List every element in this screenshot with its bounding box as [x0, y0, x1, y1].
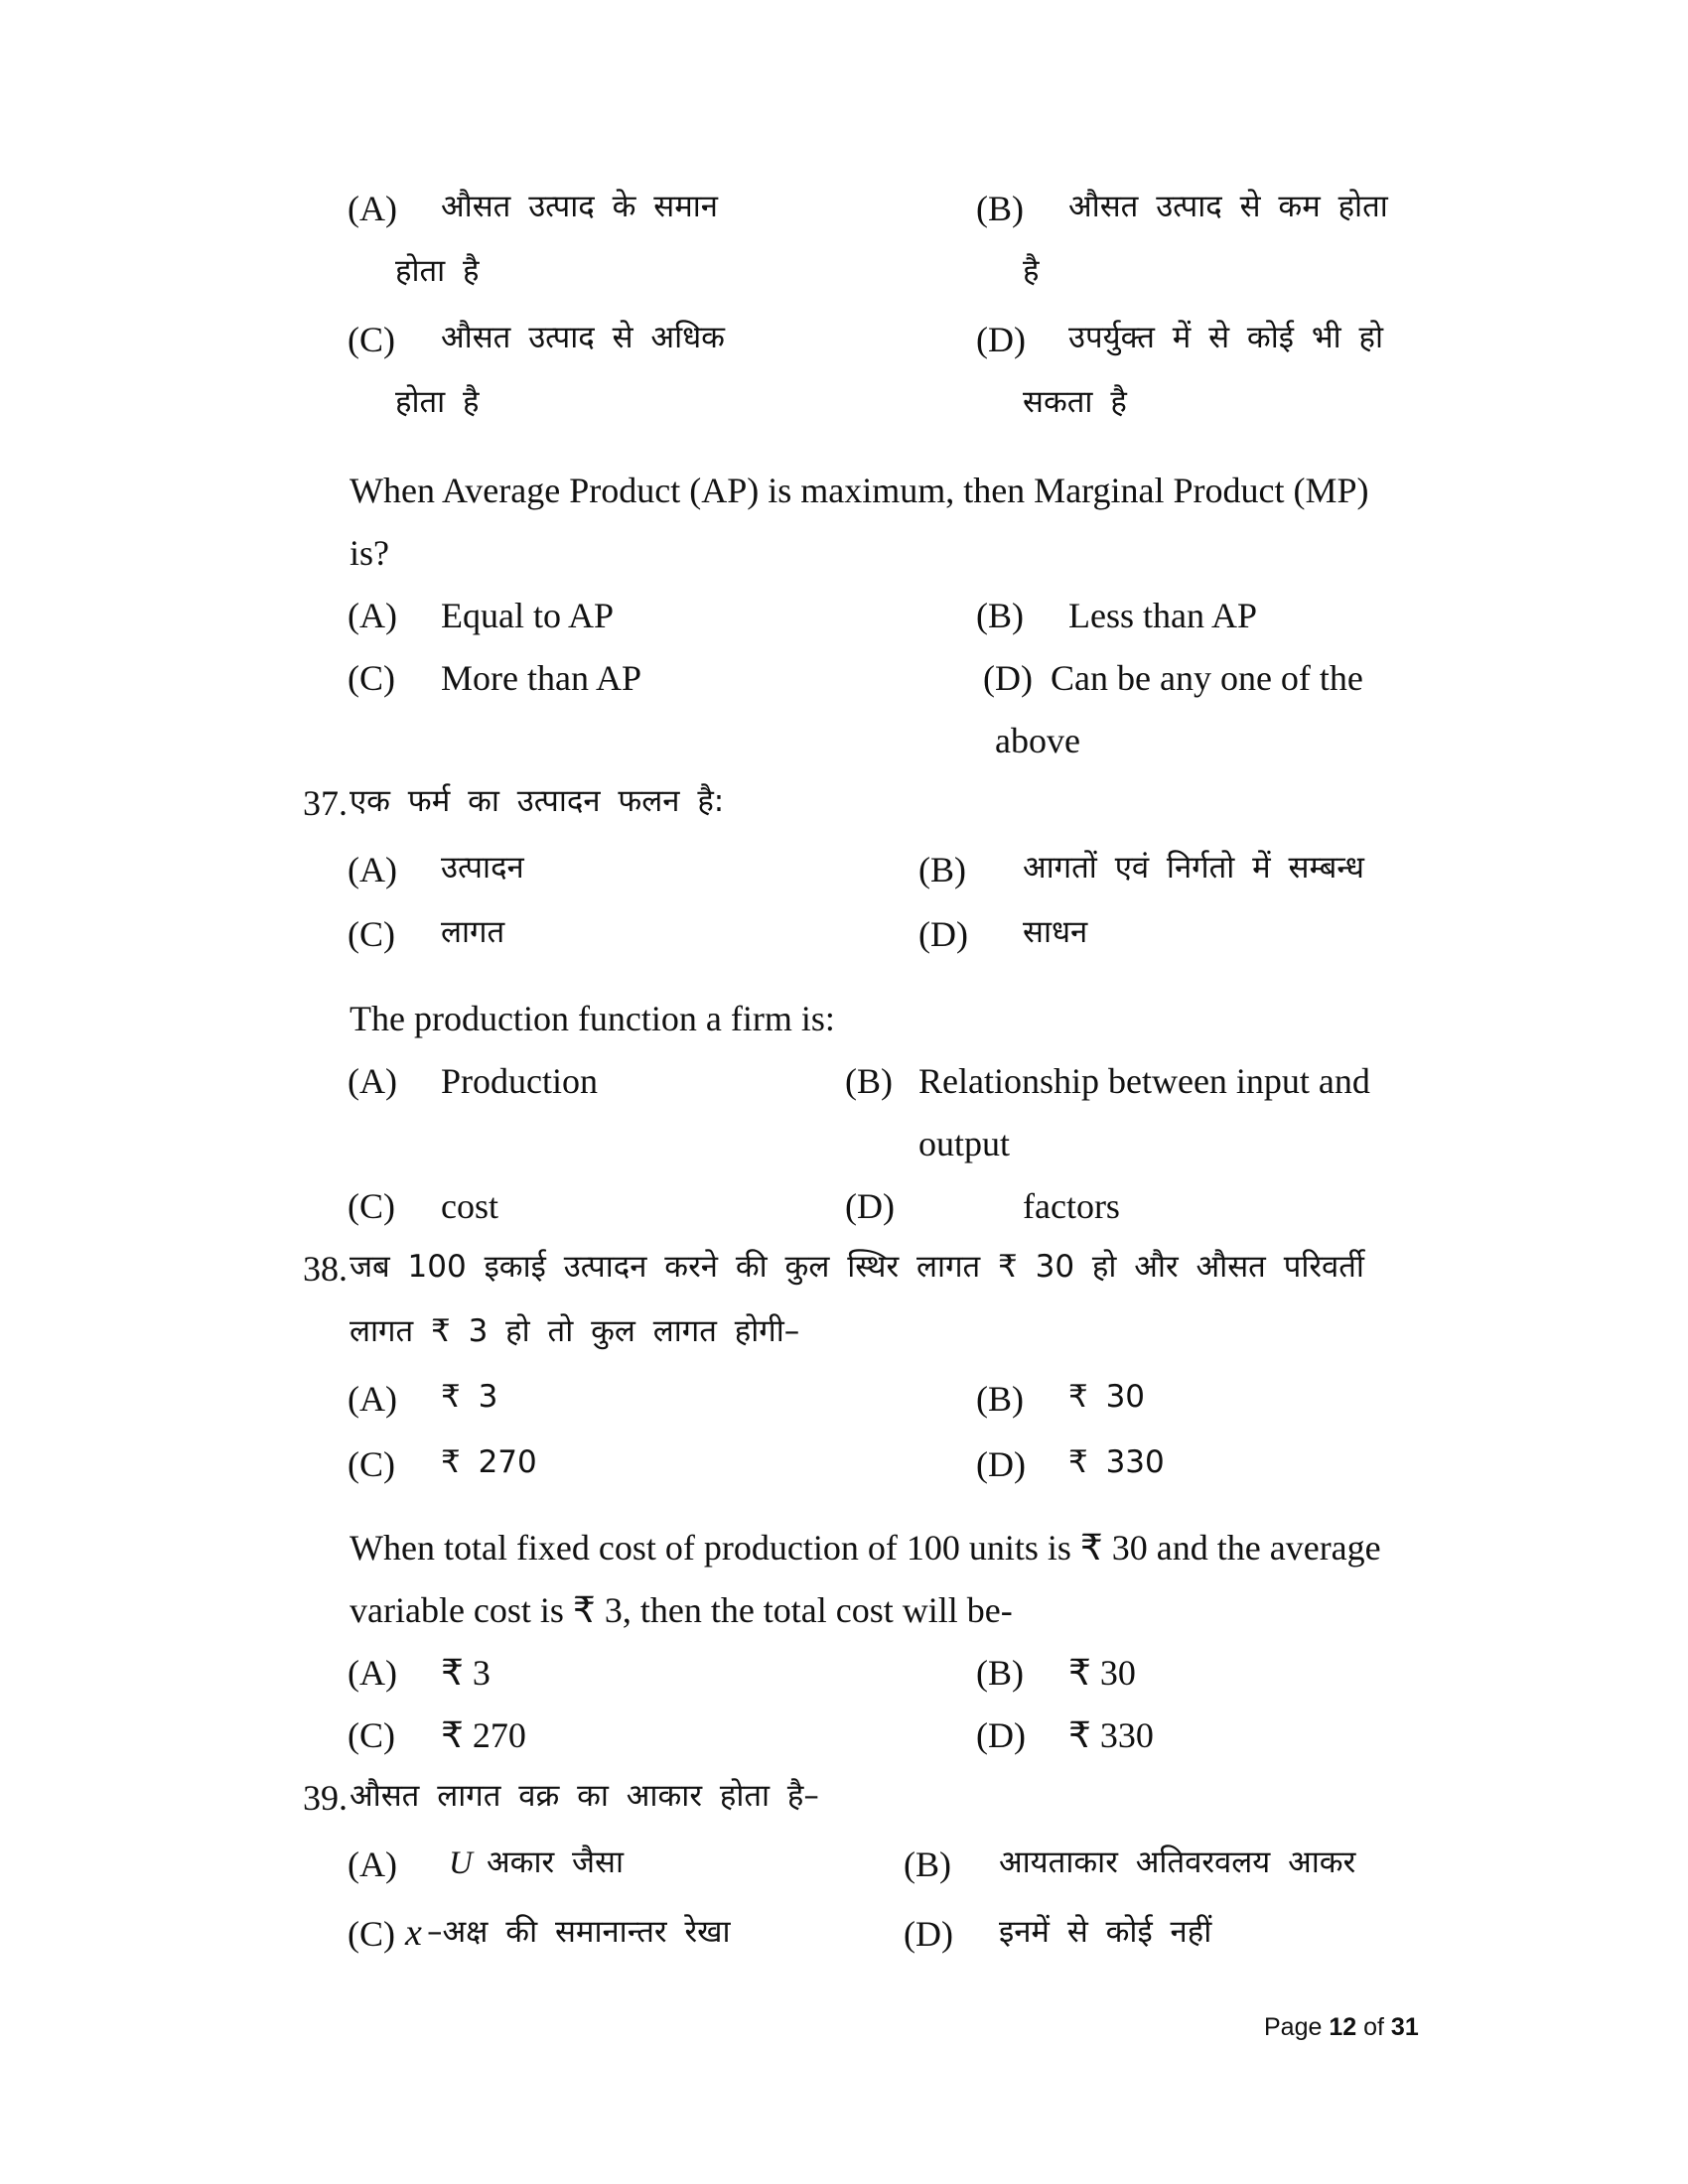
q37-en-option-b-text: Relationship between input and: [918, 1061, 1370, 1101]
q38-hi-option-c-text: ₹ 270: [441, 1444, 537, 1480]
q37-hi-option-a-text: उत्पादन: [441, 850, 524, 886]
q38-hi-question: जब 100 इकाई उत्पादन करने की कुल स्थिर लागत ₹ 30 हो और औसत परिवर्ती: [350, 1249, 1364, 1285]
footer-page-word: Page: [1264, 2013, 1323, 2041]
q38-en-option-b-text: ₹ 30: [1068, 1653, 1136, 1693]
q39-hi-option-a-symbol: U: [449, 1845, 473, 1881]
q36-hi-option-a-text-cont: होता है: [395, 253, 480, 289]
q36-hi-option-a-label: (A): [348, 189, 397, 228]
q38-en-option-b-label: (B): [976, 1653, 1024, 1693]
q36-en-option-c-text: More than AP: [441, 658, 641, 698]
q39-number: 39.: [303, 1778, 348, 1818]
q39-hi-option-a-label: (A): [348, 1844, 397, 1884]
footer-of-word: of: [1363, 2013, 1384, 2041]
q36-en-option-a-label: (A): [348, 596, 397, 635]
q36-hi-option-c-text-cont: होता है: [395, 384, 480, 420]
q38-en-option-c-text: ₹ 270: [441, 1715, 526, 1755]
q36-hi-option-b-text-cont: है: [1023, 253, 1040, 289]
q36-en-option-d-label: (D): [983, 658, 1033, 698]
q38-hi-option-b-label: (B): [976, 1379, 1024, 1419]
q36-en-option-a-text: Equal to AP: [441, 596, 615, 635]
q38-hi-option-d-label: (D): [976, 1444, 1026, 1484]
q39-hi-option-d-text: इनमें से कोई नहीं: [999, 1914, 1212, 1950]
q38-en-option-d-text: ₹ 330: [1068, 1715, 1154, 1755]
q37-hi-option-d-label: (D): [918, 914, 968, 954]
q38-hi-option-a-text: ₹ 3: [441, 1379, 498, 1415]
q36-en-option-b-label: (B): [976, 596, 1024, 635]
q38-en-option-d-label: (D): [976, 1715, 1026, 1755]
q38-en-option-a-label: (A): [348, 1653, 397, 1693]
q39-hi-option-c-symbol: x: [405, 1912, 422, 1954]
page-footer: [1264, 2013, 1419, 2042]
q38-hi-question-cont: लागत ₹ 3 हो तो कुल लागत होगी–: [350, 1313, 800, 1349]
q36-hi-option-c-text: औसत उत्पाद से अधिक: [441, 320, 725, 355]
q39-hi-question: औसत लागत वक्र का आकार होता है–: [350, 1778, 819, 1814]
q39-hi-option-d-label: (D): [904, 1914, 953, 1954]
q36-en-option-d-text-cont: above: [995, 721, 1080, 760]
q38-en-option-c-label: (C): [348, 1715, 395, 1755]
q37-hi-option-d-text: साधन: [1023, 914, 1088, 950]
q37-hi-option-b-label: (B): [918, 850, 966, 889]
q36-hi-option-b-label: (B): [976, 189, 1024, 228]
q38-en-question-cont: variable cost is ₹ 3, then the total cost will be-: [350, 1590, 1013, 1630]
q36-en-question-cont: is?: [350, 533, 389, 573]
q36-en-option-b-text: Less than AP: [1068, 596, 1258, 635]
q36-hi-option-b-text: औसत उत्पाद से कम होता: [1068, 189, 1388, 224]
q38-hi-option-c-label: (C): [348, 1444, 395, 1484]
q37-en-option-b-text-cont: output: [918, 1124, 1011, 1163]
q37-en-option-a-text: Production: [441, 1061, 598, 1101]
q36-hi-option-a-text: औसत उत्पाद के समान: [441, 189, 718, 224]
footer-total-pages: 31: [1390, 2013, 1419, 2041]
q37-en-option-c-text: cost: [441, 1186, 498, 1226]
q39-hi-option-c-label: (C): [348, 1914, 395, 1954]
q36-hi-option-d-label: (D): [976, 320, 1026, 359]
q37-en-option-c-label: (C): [348, 1186, 395, 1226]
footer-current-page: 12: [1329, 2013, 1357, 2041]
q39-hi-option-c-text: –अक्ष की समानान्तर रेखा: [427, 1914, 731, 1950]
q37-en-option-d-text: factors: [1023, 1186, 1120, 1226]
q37-en-question: The production function a firm is:: [350, 999, 835, 1038]
q37-en-option-a-label: (A): [348, 1061, 397, 1101]
q36-hi-option-d-text: उपर्युक्त में से कोई भी हो: [1068, 320, 1383, 355]
q36-hi-option-d-text-cont: सकता है: [1023, 384, 1127, 420]
q38-hi-option-a-label: (A): [348, 1379, 397, 1419]
q38-hi-option-d-text: ₹ 330: [1068, 1444, 1165, 1480]
q36-en-question: When Average Product (AP) is maximum, then Marginal Product (MP): [350, 471, 1369, 510]
q38-number: 38.: [303, 1249, 348, 1289]
q37-hi-option-c-text: लागत: [441, 914, 505, 950]
q36-hi-option-c-label: (C): [348, 320, 395, 359]
q37-hi-option-c-label: (C): [348, 914, 395, 954]
q37-en-option-b-label: (B): [845, 1061, 893, 1101]
q38-en-question: When total fixed cost of production of 100 units is ₹ 30 and the average: [350, 1528, 1381, 1568]
q36-en-option-c-label: (C): [348, 658, 395, 698]
q39-hi-option-b-text: आयताकार अतिवरवलय आकर: [999, 1844, 1356, 1880]
q37-en-option-d-label: (D): [845, 1186, 895, 1226]
q38-en-option-a-text: ₹ 3: [441, 1653, 491, 1693]
q38-hi-option-b-text: ₹ 30: [1068, 1379, 1146, 1415]
q37-number: 37.: [303, 783, 348, 823]
q39-hi-option-a-text: अकार जैसा: [487, 1844, 625, 1880]
q37-hi-question: एक फर्म का उत्पादन फलन है:: [350, 783, 725, 819]
q36-en-option-d-text: Can be any one of the: [1051, 658, 1363, 698]
q39-hi-option-b-label: (B): [904, 1844, 951, 1884]
q37-hi-option-b-text: आगतों एवं निर्गतो में सम्बन्ध: [1023, 850, 1364, 886]
q37-hi-option-a-label: (A): [348, 850, 397, 889]
